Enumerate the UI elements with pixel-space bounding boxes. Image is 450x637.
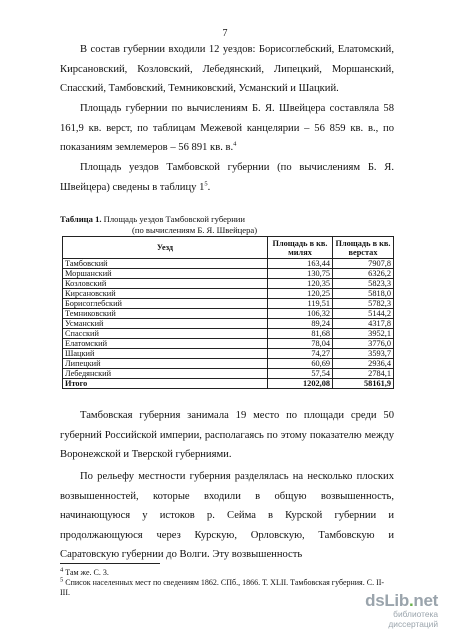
paragraph-text: По рельефу местности губерния разделялась на несколько плоских возвышенностей, которые входили в общую возвышенность, начинающуюся у истоков р. Сейма в Курской губернии и продолжающуюся через Курскую, Орловскую, Тамбовскую и Саратовскую губернии до Волги. Эту возвышенность [60,471,394,561]
footnote-4 [60,568,394,578]
cell-sq-miles: 163,44 [268,259,333,269]
cell-district: Темниковский [63,309,268,319]
footnote-divider [60,563,160,564]
cell-district: Кирсановский [63,289,268,299]
paragraph-text-end: . [207,181,211,193]
cell-district: Моршанский [63,269,268,279]
table-row [63,309,394,319]
logo-dot: . [408,591,414,610]
table-row [63,289,394,299]
paragraph-text: Площадь уездов Тамбовской губернии (по вычислениям Б. Я. Швейцера) сведены в таблицу 1 [60,162,394,193]
dslib-logo [342,591,438,611]
table-caption-label: Таблица 1. [60,214,102,224]
paragraph-districts [60,40,394,99]
cell-district: Елатомский [63,339,268,349]
cell-district: Козловский [63,279,268,289]
table-row [63,319,394,329]
cell-sq-miles: 78,04 [268,339,333,349]
table-caption [60,214,257,236]
cell-total-label: Итого [63,379,268,389]
cell-sq-miles: 81,68 [268,329,333,339]
paragraph-text: В состав губернии входили 12 уездов: Борисоглебский, Елатомский, Кирсановский, Козловский, Лебедянский, Липецкий, Моршанский, Спасский, Тамбовский, Темниковский, Усманский и Шацкий. [60,44,394,95]
cell-sq-versts: 5823,3 [333,279,394,289]
cell-sq-versts: 5782,3 [333,299,394,309]
dslib-watermark[interactable] [342,591,438,629]
cell-sq-miles: 119,51 [268,299,333,309]
paragraph-area [60,99,394,158]
cell-sq-versts: 6326,2 [333,269,394,279]
cell-sq-versts: 2936,4 [333,359,394,369]
table-row [63,279,394,289]
footnote-number: 5 [60,576,64,584]
cell-sq-miles: 60,69 [268,359,333,369]
footnote-ref[interactable]: 4 [233,140,237,148]
paragraph-rank [60,406,394,465]
table-caption-line2: (по вычислениям Б. Я. Швейцера) [132,225,258,235]
footnote-number: 4 [60,566,64,574]
column-header-sq-miles: Площадь в кв. милях [268,237,333,259]
logo-main: dsLib [365,591,409,610]
dslib-subtitle: библиотека диссертаций [388,609,438,629]
cell-sq-versts: 3593,7 [333,349,394,359]
footnote-ref[interactable]: 5 [204,180,208,188]
cell-sq-versts: 5818,0 [333,289,394,299]
cell-district: Борисоглебский [63,299,268,309]
cell-sq-versts: 2784,1 [333,369,394,379]
cell-sq-versts: 5144,2 [333,309,394,319]
cell-sq-versts: 3776,0 [333,339,394,349]
table-row [63,369,394,379]
cell-sq-versts: 4317,8 [333,319,394,329]
cell-sq-miles: 120,35 [268,279,333,289]
cell-sq-miles: 89,24 [268,319,333,329]
table-row [63,339,394,349]
table-row [63,359,394,369]
table-row [63,349,394,359]
logo-tld: net [413,591,438,610]
table-body [63,259,394,389]
cell-total-value: 58161,9 [333,379,394,389]
footnote-text: Список населенных мест по сведениям 1862. СПб., 1866. Т. XLII. Тамбовская губерния. С. II-III. [60,578,385,597]
cell-district: Липецкий [63,359,268,369]
paragraph-relief [60,467,394,565]
cell-sq-miles: 130,75 [268,269,333,279]
cell-sq-miles: 106,32 [268,309,333,319]
cell-district: Шацкий [63,349,268,359]
table-row [63,329,394,339]
paragraph-text: Тамбовская губерния занимала 19 место по площади среди 50 губерний Российской империи, располагаясь по этому показателю между Воронежской и Тверской губерниями. [60,410,394,461]
cell-district: Спасский [63,329,268,339]
page-number: 7 [222,28,228,39]
column-header-sq-versts: Площадь в кв. верстах [333,237,394,259]
table-row [63,269,394,279]
cell-sq-miles: 120,25 [268,289,333,299]
cell-sq-miles: 74,27 [268,349,333,359]
table-total-row [63,379,394,389]
paragraph-text: Площадь губернии по вычислениям Б. Я. Швейцера составляла 58 161,9 кв. верст, по таблицам Межевой канцелярии – 56 859 кв. в., по показаниям землемеров – 56 891 кв. в. [60,103,394,154]
cell-total-value: 1202,08 [268,379,333,389]
cell-sq-versts: 7907,8 [333,259,394,269]
cell-sq-miles: 57,54 [268,369,333,379]
table-row [63,299,394,309]
cell-district: Усманский [63,319,268,329]
cell-district: Лебедянский [63,369,268,379]
column-header-district: Уезд [63,237,268,259]
table-row [63,259,394,269]
paragraph-table-intro [60,158,394,197]
table-header-row [63,237,394,259]
cell-district: Тамбовский [63,259,268,269]
footnote-text: Там же. С. 3. [65,568,109,577]
cell-sq-versts: 3952,1 [333,329,394,339]
table-caption-text: Площадь уездов Тамбовской губернии [103,214,245,224]
district-area-table [62,236,394,389]
